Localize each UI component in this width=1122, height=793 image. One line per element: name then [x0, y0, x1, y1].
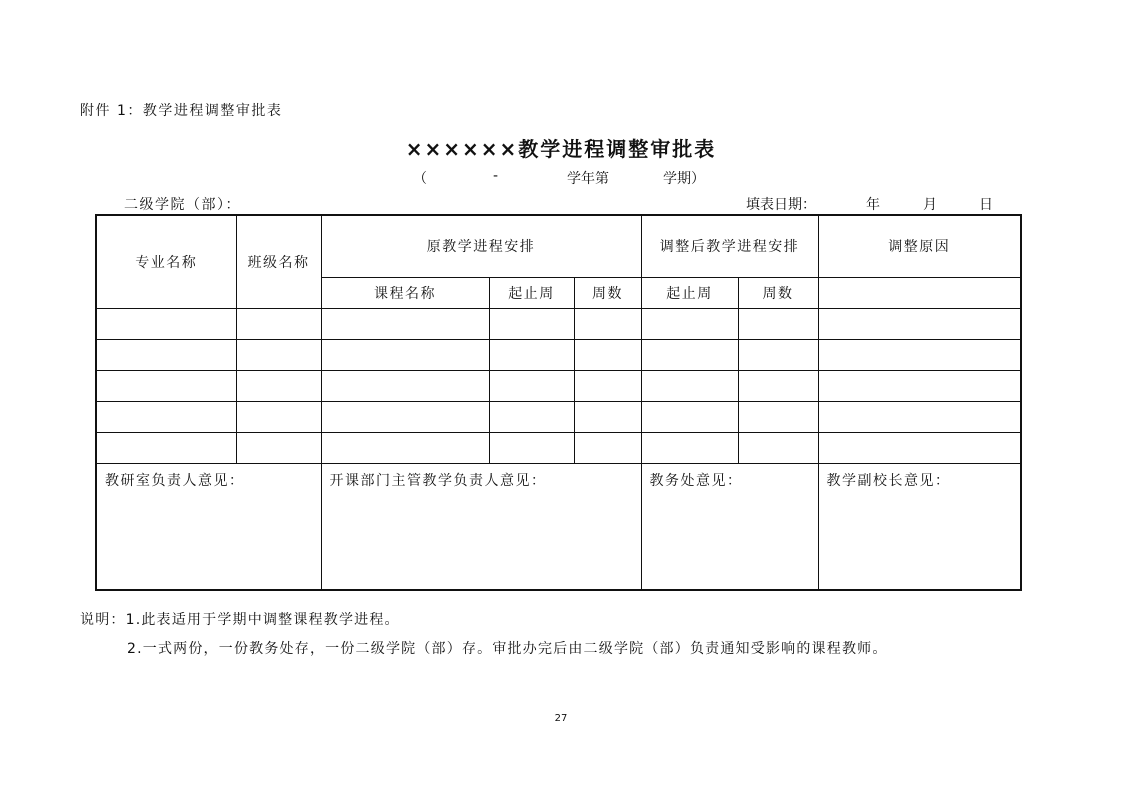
table-row	[96, 370, 1021, 401]
cell-class[interactable]	[236, 432, 321, 463]
page-number: 27	[554, 713, 568, 724]
fill-date-year: 年	[866, 197, 880, 213]
note-1: 说明：1.此表适用于学期中调整课程教学进程。	[80, 612, 400, 628]
cell-reason[interactable]	[818, 339, 1021, 370]
approval-table	[95, 214, 1022, 591]
cell-class[interactable]	[236, 308, 321, 339]
cell-class[interactable]	[236, 401, 321, 432]
cell-reason[interactable]	[818, 308, 1021, 339]
subtitle-open-paren: （	[413, 171, 427, 187]
cell-new-weeks[interactable]	[641, 308, 738, 339]
note-2: 2.一式两份，一份教务处存，一份二级学院（部）存。审批办完后由二级学院（部）负责通知受影响的课程教师。	[127, 641, 888, 657]
table-row	[96, 308, 1021, 339]
cell-course[interactable]	[321, 432, 489, 463]
cell-orig-count[interactable]	[574, 401, 641, 432]
cell-class[interactable]	[236, 339, 321, 370]
cell-reason[interactable]	[818, 401, 1021, 432]
subtitle-semester-label: 学期）	[663, 171, 705, 187]
cell-orig-weeks[interactable]	[489, 308, 574, 339]
attachment-label: 附件 1：教学进程调整审批表	[80, 103, 283, 119]
cell-course[interactable]	[321, 339, 489, 370]
cell-new-weeks[interactable]	[641, 432, 738, 463]
cell-major[interactable]	[96, 432, 236, 463]
cell-major[interactable]	[96, 308, 236, 339]
fill-date-label: 填表日期：	[746, 197, 816, 213]
cell-class[interactable]	[236, 370, 321, 401]
opinion-course-department[interactable]: 开课部门主管教学负责人意见：	[321, 463, 641, 590]
cell-course[interactable]	[321, 401, 489, 432]
header-adjust-reason: 调整原因	[818, 215, 1021, 277]
cell-orig-weeks[interactable]	[489, 401, 574, 432]
header-original-plan: 原教学进程安排	[321, 215, 641, 277]
fill-date-day: 日	[979, 197, 993, 213]
cell-new-count[interactable]	[738, 401, 818, 432]
college-label: 二级学院（部）：	[124, 197, 241, 213]
subheader-orig-start-end-week: 起止周	[489, 277, 574, 308]
header-class-name: 班级名称	[236, 215, 321, 308]
cell-new-count[interactable]	[738, 339, 818, 370]
cell-major[interactable]	[96, 339, 236, 370]
form-title: ××××××教学进程调整审批表	[405, 137, 717, 161]
cell-orig-weeks[interactable]	[489, 339, 574, 370]
cell-new-weeks[interactable]	[641, 370, 738, 401]
header-adjusted-plan: 调整后教学进程安排	[641, 215, 818, 277]
cell-orig-count[interactable]	[574, 432, 641, 463]
table-row	[96, 339, 1021, 370]
cell-new-weeks[interactable]	[641, 339, 738, 370]
cell-new-count[interactable]	[738, 432, 818, 463]
subheader-orig-week-count: 周数	[574, 277, 641, 308]
cell-orig-count[interactable]	[574, 370, 641, 401]
cell-major[interactable]	[96, 401, 236, 432]
cell-reason[interactable]	[818, 432, 1021, 463]
cell-new-weeks[interactable]	[641, 401, 738, 432]
subheader-reason-blank	[818, 277, 1021, 308]
cell-orig-weeks[interactable]	[489, 370, 574, 401]
opinion-vice-principal[interactable]: 教学副校长意见：	[818, 463, 1021, 590]
opinion-academic-affairs[interactable]: 教务处意见：	[641, 463, 818, 590]
subtitle-dash: -	[493, 168, 499, 184]
header-major-name: 专业名称	[96, 215, 236, 308]
subheader-course-name: 课程名称	[321, 277, 489, 308]
fill-date-month: 月	[923, 197, 937, 213]
cell-reason[interactable]	[818, 370, 1021, 401]
opinion-teaching-office[interactable]: 教研室负责人意见：	[96, 463, 321, 590]
cell-course[interactable]	[321, 308, 489, 339]
subheader-new-start-end-week: 起止周	[641, 277, 738, 308]
cell-major[interactable]	[96, 370, 236, 401]
cell-orig-weeks[interactable]	[489, 432, 574, 463]
subtitle-school-year-label: 学年第	[567, 171, 609, 187]
cell-new-count[interactable]	[738, 308, 818, 339]
table-row	[96, 401, 1021, 432]
cell-orig-count[interactable]	[574, 339, 641, 370]
cell-orig-count[interactable]	[574, 308, 641, 339]
table-row	[96, 432, 1021, 463]
cell-course[interactable]	[321, 370, 489, 401]
subheader-new-week-count: 周数	[738, 277, 818, 308]
cell-new-count[interactable]	[738, 370, 818, 401]
